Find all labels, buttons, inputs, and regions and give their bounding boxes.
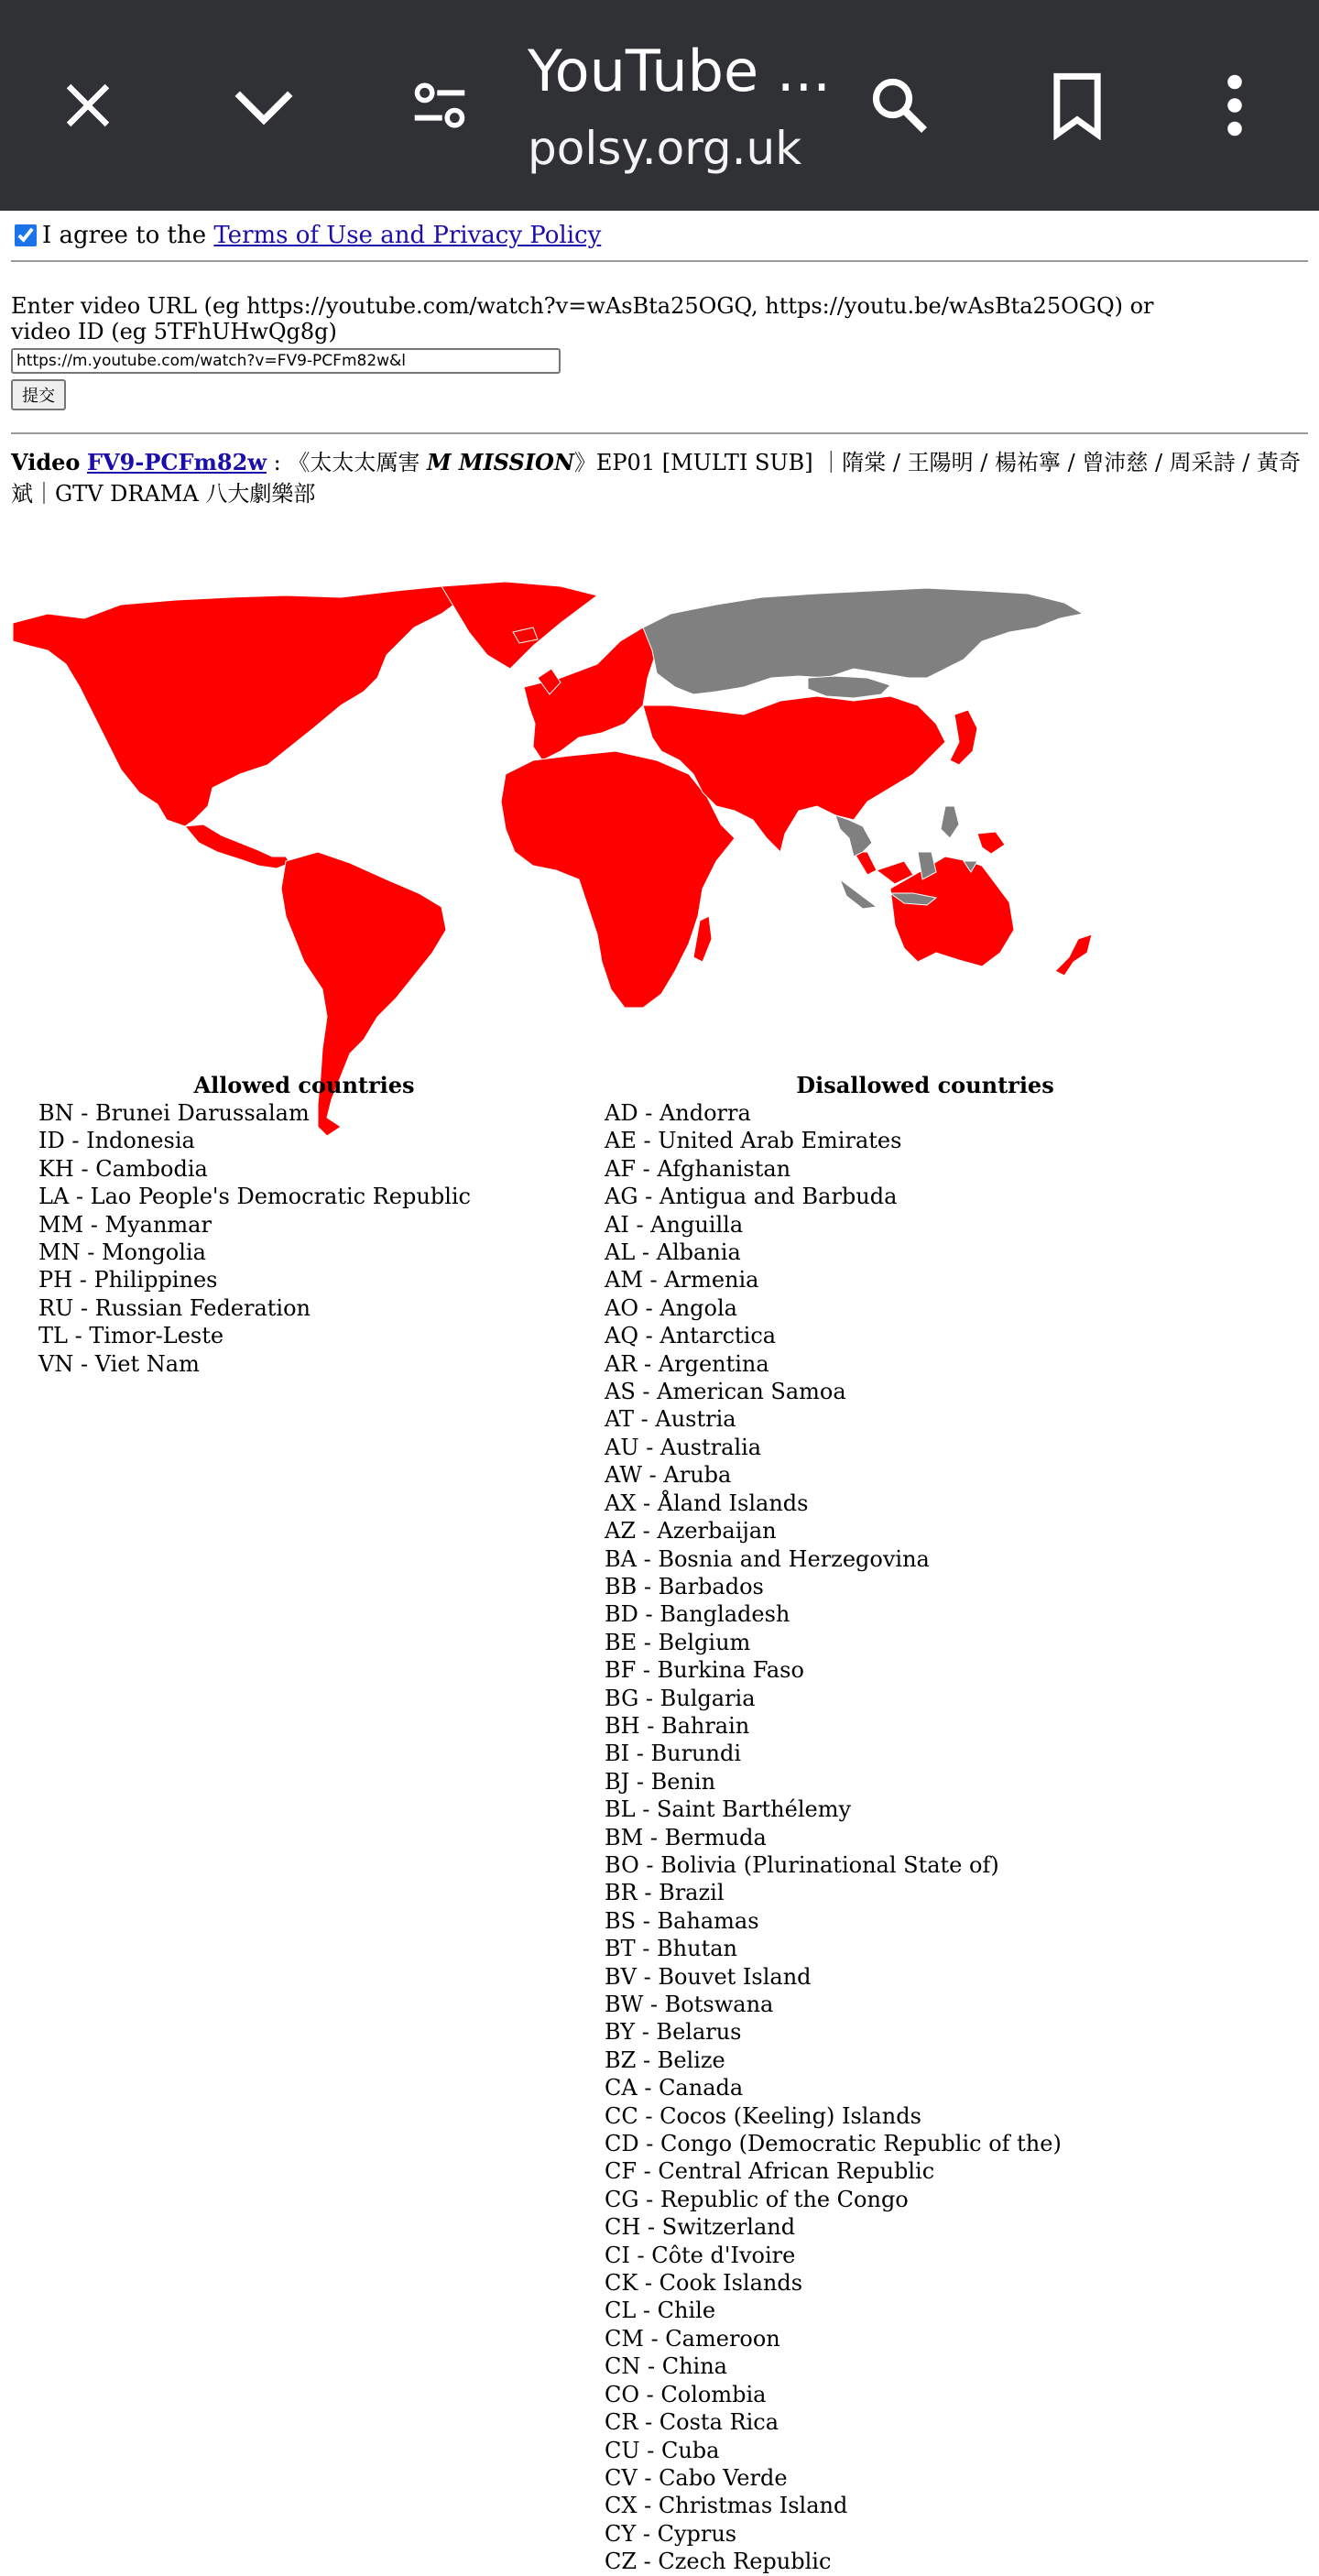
video-id-link[interactable]: FV9-PCFm82w bbox=[87, 449, 267, 475]
video-label: Video bbox=[11, 449, 81, 475]
country-item: BF - Burkina Faso bbox=[605, 1657, 804, 1684]
agreement-row bbox=[11, 222, 601, 249]
bookmark-button[interactable] bbox=[1031, 50, 1123, 160]
country-item: AS - American Samoa bbox=[605, 1379, 846, 1405]
allowed-countries bbox=[38, 1072, 570, 1378]
allowed-heading: Allowed countries bbox=[193, 1072, 415, 1098]
region-southeast-asia bbox=[835, 815, 872, 857]
country-item: AF - Afghanistan bbox=[605, 1155, 791, 1182]
country-item: AE - United Arab Emirates bbox=[605, 1128, 902, 1154]
disallowed-list bbox=[605, 1099, 1246, 2576]
country-item: BZ - Belize bbox=[605, 2047, 725, 2073]
country-item: CH - Switzerland bbox=[605, 2214, 796, 2241]
video-separator: : bbox=[266, 450, 289, 475]
country-item: BH - Bahrain bbox=[605, 1712, 750, 1739]
country-item: CK - Cook Islands bbox=[605, 2270, 803, 2297]
country-item: CR - Costa Rica bbox=[605, 2409, 779, 2436]
country-item: CG - Republic of the Congo bbox=[605, 2186, 909, 2212]
country-item: CZ - Czech Republic bbox=[605, 2549, 832, 2575]
country-item: BN - Brunei Darussalam bbox=[38, 1100, 310, 1126]
video-title-pre: 《太太太厲害 bbox=[288, 450, 427, 475]
country-item: AM - Armenia bbox=[605, 1267, 759, 1293]
country-item: CO - Colombia bbox=[605, 2381, 767, 2407]
country-item: TL - Timor-Leste bbox=[38, 1323, 224, 1349]
more-vert-icon bbox=[1224, 72, 1246, 138]
page-title[interactable]: YouTube ... bbox=[528, 38, 831, 104]
country-item: AG - Antigua and Barbuda bbox=[605, 1184, 898, 1210]
country-item: LA - Lao People's Democratic Republic bbox=[38, 1184, 471, 1210]
more-options-button[interactable] bbox=[1189, 50, 1281, 160]
country-item: CF - Central African Republic bbox=[605, 2158, 935, 2185]
agree-checkbox[interactable] bbox=[15, 224, 37, 246]
country-item: BO - Bolivia (Plurinational State of) bbox=[605, 1851, 999, 1878]
region-greenland bbox=[441, 582, 597, 669]
video-title-emphasis: M MISSION bbox=[426, 449, 574, 475]
country-item: ID - Indonesia bbox=[38, 1128, 195, 1154]
tune-icon bbox=[409, 78, 471, 133]
region-new-zealand bbox=[1055, 934, 1092, 976]
country-item: CN - China bbox=[605, 2353, 727, 2380]
country-item: AO - Angola bbox=[605, 1294, 737, 1321]
region-japan bbox=[950, 710, 977, 765]
country-item: AW - Aruba bbox=[605, 1462, 732, 1489]
region-europe bbox=[524, 628, 657, 760]
country-item: CD - Congo (Democratic Republic of the) bbox=[605, 2131, 1062, 2157]
country-item: PH - Philippines bbox=[38, 1267, 218, 1293]
country-item: BL - Saint Barthélemy bbox=[605, 1796, 852, 1823]
country-item: BJ - Benin bbox=[605, 1768, 716, 1795]
disallowed-countries bbox=[605, 1072, 1246, 2576]
submit-button[interactable]: 提交 bbox=[11, 379, 66, 410]
region-mongolia bbox=[808, 676, 890, 698]
country-item: BY - Belarus bbox=[605, 2019, 742, 2046]
country-item: KH - Cambodia bbox=[38, 1155, 208, 1182]
country-item: CA - Canada bbox=[605, 2075, 744, 2101]
video-title-post: 》EP01 [MULTI SUB] ｜隋棠 / 王陽明 / 楊祐寧 / 曾沛慈 / 周采詩 / 黃奇斌｜GTV DRAMA 八大劇樂部 bbox=[11, 450, 1302, 507]
country-item: CC - Cocos (Keeling) Islands bbox=[605, 2102, 921, 2129]
terms-link[interactable]: Terms of Use and Privacy Policy bbox=[213, 222, 602, 249]
country-item: CM - Cameroon bbox=[605, 2325, 780, 2352]
country-item: AD - Andorra bbox=[605, 1100, 751, 1126]
country-item: RU - Russian Federation bbox=[38, 1294, 311, 1321]
country-item: BE - Belgium bbox=[605, 1629, 751, 1655]
minimize-button[interactable] bbox=[218, 50, 310, 160]
page-domain[interactable]: polsy.org.uk bbox=[528, 122, 802, 175]
close-icon bbox=[59, 76, 117, 135]
country-item: BV - Bouvet Island bbox=[605, 1963, 812, 1990]
country-item: BM - Bermuda bbox=[605, 1824, 767, 1850]
region-north-america bbox=[13, 586, 469, 826]
video-info bbox=[11, 447, 1308, 509]
disallowed-heading: Disallowed countries bbox=[796, 1072, 1054, 1098]
region-malaysia bbox=[854, 852, 913, 884]
country-item: AU - Australia bbox=[605, 1434, 762, 1460]
allowed-list bbox=[38, 1099, 570, 1378]
country-item: BD - Bangladesh bbox=[605, 1601, 790, 1628]
country-item: BW - Botswana bbox=[605, 1992, 774, 2017]
divider bbox=[11, 260, 1308, 262]
close-button[interactable] bbox=[42, 50, 134, 160]
country-item: MN - Mongolia bbox=[38, 1239, 206, 1266]
divider bbox=[11, 432, 1308, 434]
country-item: AQ - Antarctica bbox=[605, 1323, 777, 1349]
country-item: BT - Bhutan bbox=[605, 1936, 737, 1962]
video-url-input[interactable] bbox=[11, 348, 561, 374]
search-icon bbox=[867, 72, 932, 138]
country-item: VN - Viet Nam bbox=[38, 1350, 200, 1377]
country-item: AX - Åland Islands bbox=[605, 1490, 809, 1516]
page-controls-button[interactable] bbox=[394, 50, 485, 160]
region-papua-new-guinea bbox=[977, 832, 1005, 854]
browser-toolbar bbox=[0, 0, 1319, 211]
bookmark-icon bbox=[1048, 71, 1106, 140]
url-prompt: Enter video URL (eg https://youtube.com/watch?v=wAsBta25OGQ, https://youtu.be/wAsBta25OGQ) or video ID (eg 5TFhUHwQg8g) bbox=[11, 293, 1154, 344]
country-item: AZ - Azerbaijan bbox=[605, 1518, 777, 1545]
country-item: CU - Cuba bbox=[605, 2437, 720, 2463]
country-item: CI - Côte d'Ivoire bbox=[605, 2242, 796, 2268]
chevron-down-icon bbox=[227, 76, 300, 135]
search-button[interactable] bbox=[854, 50, 945, 160]
country-item: AR - Argentina bbox=[605, 1350, 769, 1377]
country-item: CL - Chile bbox=[605, 2298, 716, 2324]
country-item: BG - Bulgaria bbox=[605, 1685, 756, 1711]
country-item: BA - Bosnia and Herzegovina bbox=[605, 1545, 930, 1572]
country-item: CV - Cabo Verde bbox=[605, 2464, 788, 2491]
country-item: MM - Myanmar bbox=[38, 1211, 212, 1238]
country-item: AI - Anguilla bbox=[605, 1211, 744, 1238]
agree-text: I agree to the bbox=[42, 222, 207, 249]
country-item: BS - Bahamas bbox=[605, 1907, 759, 1934]
country-item: BI - Burundi bbox=[605, 1741, 742, 1767]
country-item: BR - Brazil bbox=[605, 1880, 725, 1906]
region-africa bbox=[501, 751, 735, 1008]
country-item: AT - Austria bbox=[605, 1406, 736, 1433]
country-item: AL - Albania bbox=[605, 1239, 741, 1266]
country-item: CY - Cyprus bbox=[605, 2520, 737, 2547]
region-central-america bbox=[185, 824, 290, 868]
country-item: CX - Christmas Island bbox=[605, 2493, 848, 2519]
country-item: BB - Barbados bbox=[605, 1573, 764, 1599]
